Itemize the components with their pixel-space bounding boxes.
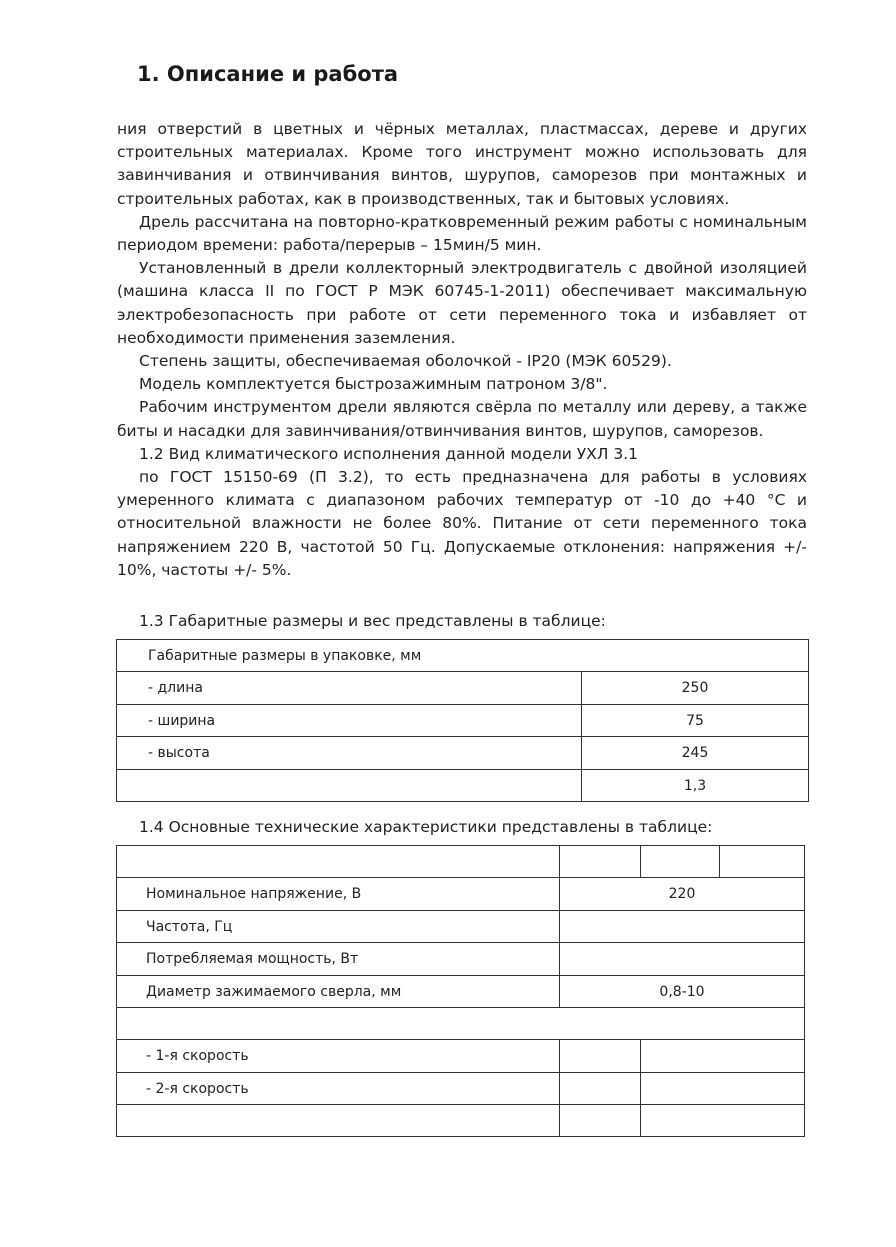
table-row [117,1040,805,1073]
paragraph: по ГОСТ 15150-69 (П 3.2), то есть предназначена для работы в условиях умеренного климата с диапазоном рабочих температур от -10 до +40 °С и относительной влажности не более 80%. Питание от сети переменного тока напряжением 220 В, частотой 50 Гц. Допускаемые отклонения: напряжения +/- 10%, частоты +/- 5%. [117,468,807,579]
table-cell-empty [117,1105,560,1137]
table-cell-label: - 2-я скорость [117,1073,560,1105]
table1-caption: 1.3 Габаритные размеры и вес представлены в таблице: [139,612,606,630]
table-cell-label: Номинальное напряжение, В [117,878,560,911]
paragraph: Рабочим инструментом дрели являются свёрла по металлу или дереву, а также биты и насадки для завинчивания/отвинчивания винтов, шурупов, саморезов. [117,398,807,440]
table-cell-empty [560,846,641,878]
table-cell-label [117,770,582,802]
table-row [117,846,805,878]
subsection-heading: 1.2 Вид климатического исполнения данной модели УХЛ 3.1 [139,444,639,463]
table-row [117,672,809,705]
table-cell-label: - 1-я скорость [117,1040,560,1073]
table-cell-value: 245 [582,737,809,770]
body-text [117,118,807,582]
table-row [117,943,805,976]
paragraph: Степень защиты, обеспечиваемая оболочкой - IP20 (МЭК 60529). [139,352,672,371]
table-cell-empty [641,1105,805,1137]
table-cell-value [560,911,805,943]
table-header-row [117,640,809,672]
table-header: Габаритные размеры в упаковке, мм [117,640,809,672]
table-cell-label: Частота, Гц [117,911,560,943]
table-cell-value: 75 [582,705,809,737]
table-cell-value: 1,3 [582,770,809,802]
table-cell-label: - ширина [117,705,582,737]
table-row [117,737,809,770]
table-cell-empty [641,1073,805,1105]
paragraph: Модель комплектуется быстрозажимным патроном 3/8". [139,375,608,394]
table-row [117,1105,805,1137]
dimensions-table [116,639,809,802]
table-cell-label: Потребляемая мощность, Вт [117,943,560,976]
table-row [117,770,809,802]
section-title: 1. Описание и работа [137,62,399,86]
table-row [117,1073,805,1105]
table-row [117,1008,805,1040]
table-cell-label: - длина [117,672,582,705]
table-cell-empty [641,846,720,878]
paragraph: ния отверстий в цветных и чёрных металлах, пластмассах, дереве и других строительных материалах. Кроме того инструмент можно использовать для завинчивания и отвинчивания винтов, шурупов, саморезов при монтажных и строительных работах, как в производственных, так и бытовых условиях. [117,120,807,208]
table-cell-empty [560,1073,641,1105]
table-row [117,705,809,737]
table2-caption: 1.4 Основные технические характеристики представлены в таблице: [139,818,713,836]
paragraph: Дрель рассчитана на повторно-кратковременный режим работы с номинальным периодом времени: работа/перерыв – 15мин/5 мин. [117,212,807,255]
table-cell-empty [117,846,560,878]
table-row [117,976,805,1008]
table-cell-value: 0,8-10 [560,976,805,1008]
table-cell-value: 220 [560,878,805,911]
table-cell-value: 250 [582,672,809,705]
table-cell-label: Диаметр зажимаемого сверла, мм [117,976,560,1008]
table-cell-empty [720,846,805,878]
table-row [117,878,805,911]
table-cell-label: - высота [117,737,582,770]
table-cell-empty [117,1008,805,1040]
table-cell-empty [560,1040,641,1073]
paragraph: Установленный в дрели коллекторный электродвигатель с двойной изоляцией (машина класса II по ГОСТ Р МЭК 60745-1-2011) обеспечивает максимальную электробезопасность при работе от сети переменного тока и избавляет от необходимости применения заземления. [117,259,807,347]
table-cell-value [560,943,805,976]
table-cell-empty [560,1105,641,1137]
specs-table [116,845,805,1137]
table-cell-empty [641,1040,805,1073]
table-row [117,911,805,943]
